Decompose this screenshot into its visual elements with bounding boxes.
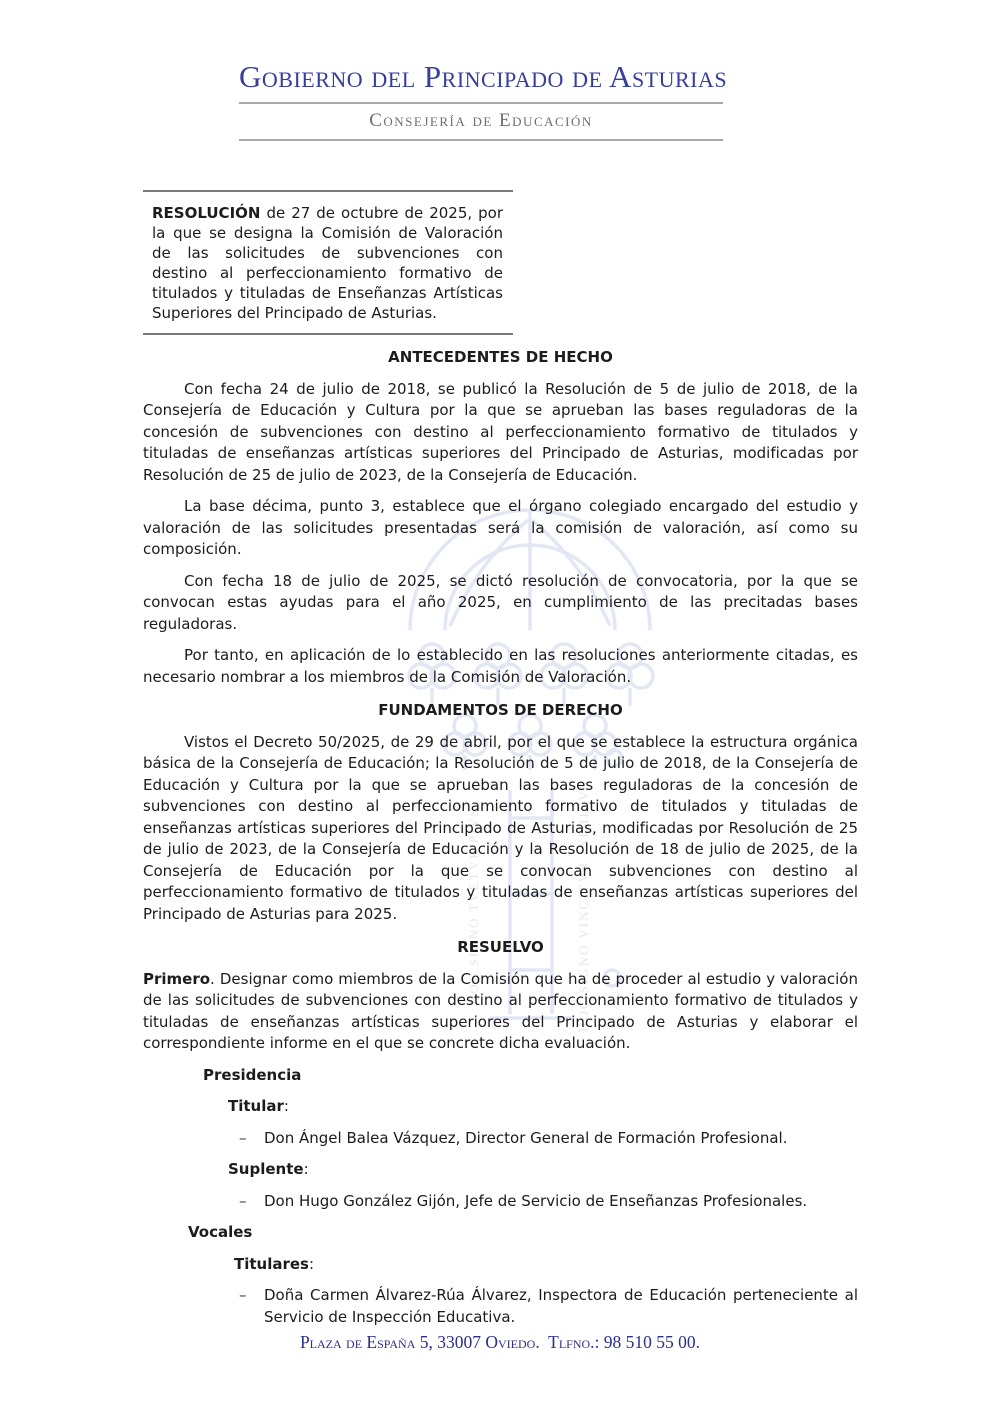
document-body [143,190,858,1338]
page-footer [0,1331,1000,1353]
presidencia-heading: Presidencia [203,1065,302,1084]
titulares-label: Titulares: [234,1254,315,1273]
list-item-titular-1 [143,1128,858,1150]
section-heading-antecedentes: ANTECEDENTES DE HECHO [388,348,613,366]
resuelvo-primero-text: . Designar como miembros de la Comisión que ha de proceder al estudio y valoración de las solicitudes de subvenciones con destino al perfeccionamiento formativo de titulados y tituladas de enseñanzas artísticas superiores del Principado de Asturias y elaborar el correspondiente informe en el que se concrete dicha evaluación. [143,969,858,1052]
list-item-text: Don Ángel Balea Vázquez, Director General de Formación Profesional. [264,1128,788,1147]
antecedentes-paragraph-4: Por tanto, en aplicación de lo establecido en las resoluciones anteriormente citadas, es necesario nombrar a los miembros de la Comisión de Valoración. [143,646,858,686]
resuelvo-primero-lead: Primero [143,969,211,988]
vocales-heading: Vocales [188,1223,253,1241]
antecedentes-paragraph-3: Con fecha 18 de julio de 2025, se dictó resolución de convocatoria, por la que se convocan estas ayudas para el año 2025, en cumplimiento de las precitadas bases reguladoras. [143,571,858,633]
list-item-vocal-titular-1 [143,1285,858,1328]
government-title: Gobierno del Principado de Asturias [239,59,728,94]
department-title: Consejería de Educación [369,110,593,131]
dash-bullet: – [239,1191,247,1210]
department-rule-bar [239,102,723,141]
footer-address: Plaza de España 5, 33007 Oviedo. Tlfno.: 98 510 55 00. [299,1332,701,1352]
letterhead [239,59,728,141]
dash-bullet: – [239,1128,247,1147]
list-item-text: Don Hugo González Gijón, Jefe de Servicio de Enseñanzas Profesionales. [264,1191,808,1210]
svg-text:HOC SIGNO TVETVR PIVS: HOC SIGNO TVETVR PIVS [466,806,481,1006]
list-item-text: Doña Carmen Álvarez-Rúa Álvarez, Inspectora de Educación perteneciente al Servicio de Inspección Educativa. [264,1286,858,1326]
resolution-summary-lead: RESOLUCIÓN [152,204,261,222]
resuelvo-primero-paragraph [143,969,858,1055]
section-heading-fundamentos: FUNDAMENTOS DE DERECHO [378,701,623,719]
antecedentes-paragraph-2: La base décima, punto 3, establece que el órgano colegiado encargado del estudio y valoración de las solicitudes presentadas será la comisión de valoración, así como su composición. [143,497,858,558]
section-heading-resuelvo: RESUELVO [457,938,544,956]
list-item-suplente-1 [143,1191,858,1213]
titular-label: Titular: [228,1097,289,1115]
resolution-summary-text: de 27 de octubre de 2025, por la que se designa la Comisión de Valoración de las solicitudes de subvenciones con destino al perfeccionamiento formativo de titulados y tituladas de Enseñanzas Artísticas Superiores del Principado de Asturias. [152,204,503,322]
suplente-label: Suplente: [228,1160,309,1178]
resolution-summary-box [143,190,513,335]
fundamentos-paragraph-1: Vistos el Decreto 50/2025, de 29 de abril, por el que se establece la estructura orgánica básica de la Consejería de Educación; la Resolución de 5 de julio de 2018, de la Consejería de Educación y Cultura por la que se aprueban las bases reguladoras de la concesión de subvenciones con destino al perfeccionamiento formativo de titulados y tituladas de enseñanzas artísticas superiores del Principado de Asturias, modificadas por Resolución de 25 de julio de 2023, de la Consejería de Educación y la Resolución de 18 de julio de 2025, de la Consejería de Educación por la que se convocan subvenciones con destino al perfeccionamiento formativo de titulados y tituladas de enseñanzas artísticas superiores del Principado de Asturias para 2025. [143,732,858,923]
antecedentes-paragraph-1: Con fecha 24 de julio de 2018, se publicó la Resolución de 5 de julio de 2018, de la Consejería de Educación y Cultura por la que se aprueban las bases reguladoras de la concesión de subvenciones con destino al perfeccionamiento formativo de titulados y tituladas de enseñanzas artísticas superiores del Principado de Asturias, modificadas por Resolución de 25 de julio de 2023, de la Consejería de Educación. [143,379,858,484]
svg-text:HOC SIGNO VINCITVR INIMICVS: HOC SIGNO VINCITVR INIMICVS [576,779,591,1033]
dash-bullet: – [239,1286,247,1304]
